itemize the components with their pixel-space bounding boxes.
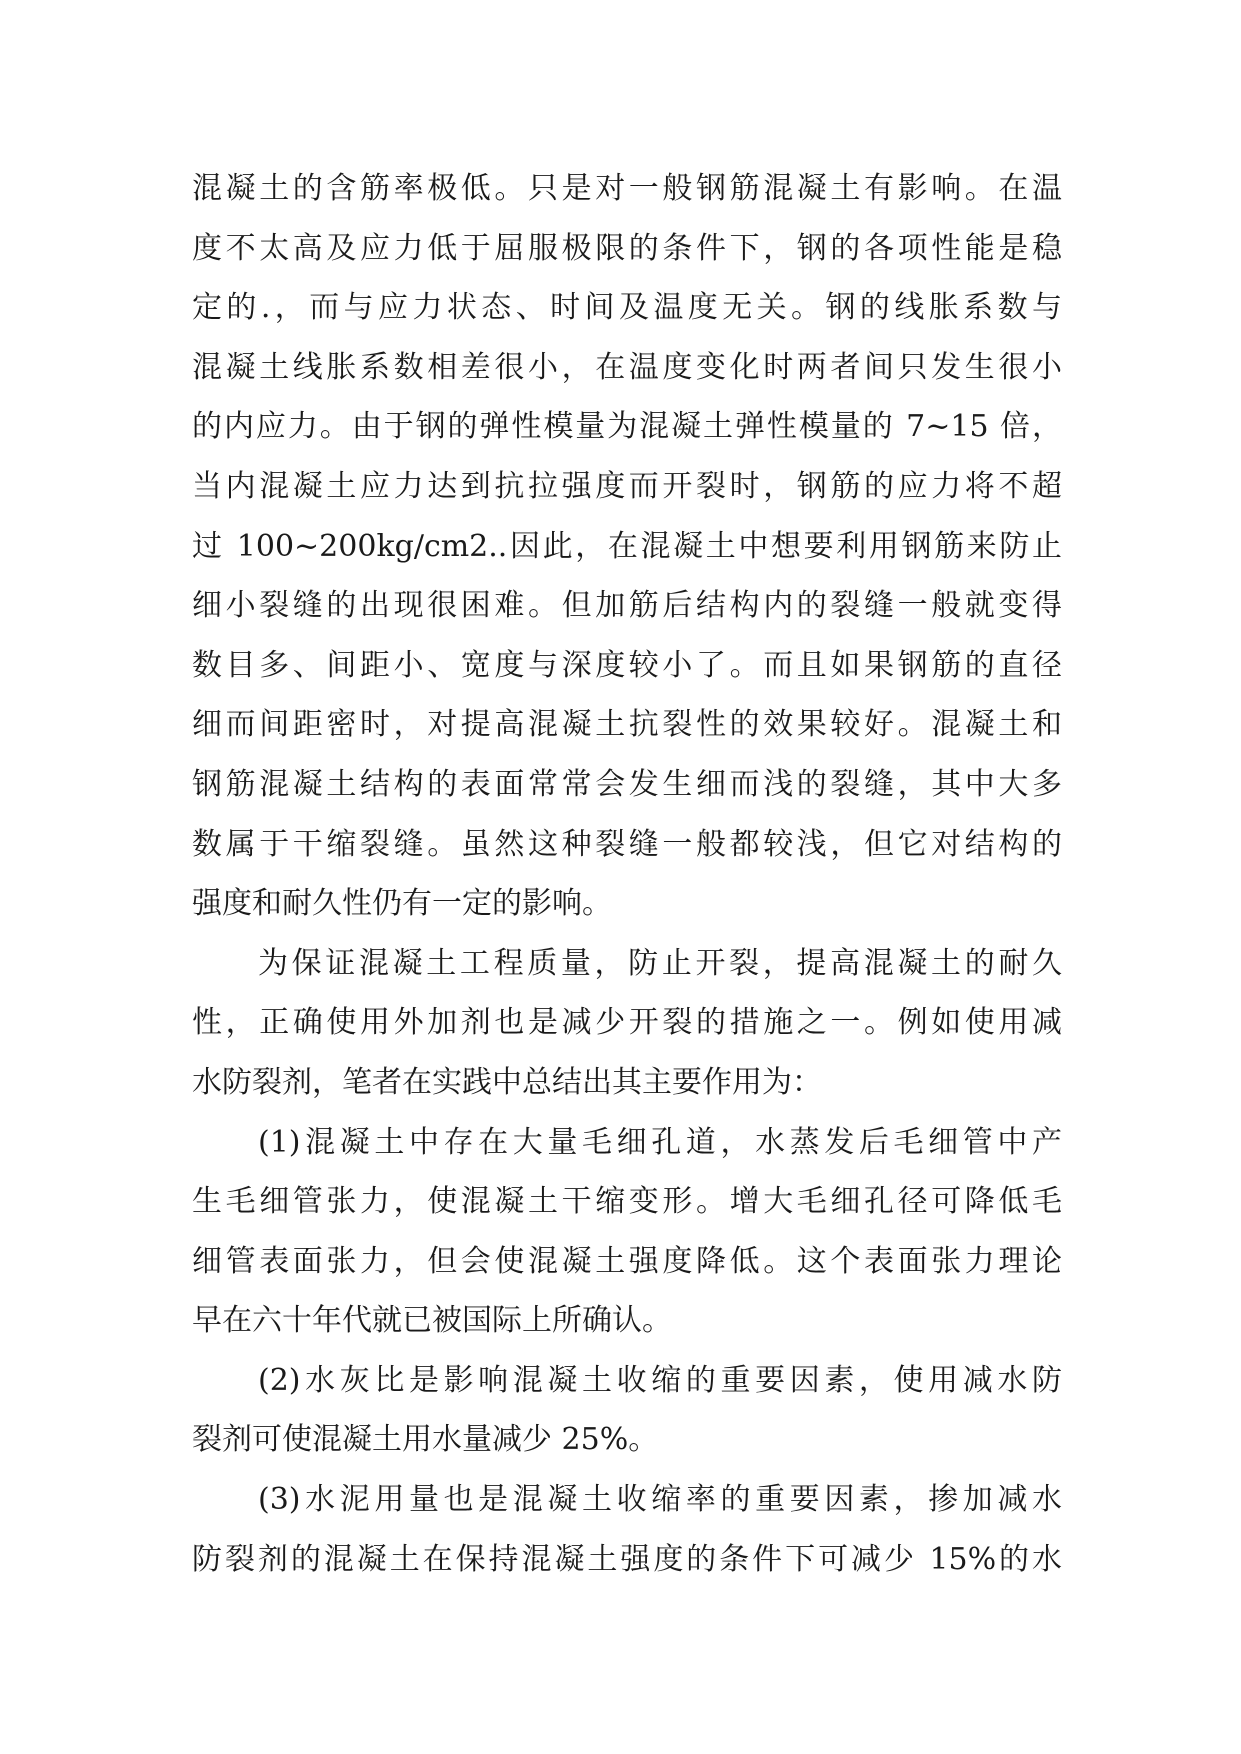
paragraph	[192, 159, 1062, 934]
paragraph	[192, 1113, 1062, 1351]
text-line: 当内混凝土应力达到抗拉强度而开裂时，钢筋的应力将不超	[192, 468, 1062, 504]
text-line: 过 100~200kg/cm2..因此，在混凝土中想要利用钢筋来防止	[192, 528, 1062, 564]
text-line: 钢筋混凝土结构的表面常常会发生细而浅的裂缝，其中大多	[192, 766, 1062, 802]
paragraph	[192, 934, 1062, 1113]
text-line: 混凝土的含筋率极低。只是对一般钢筋混凝土有影响。在温	[192, 171, 1062, 206]
text-line: 细而间距密时，对提高混凝土抗裂性的效果较好。混凝土和	[192, 707, 1062, 743]
body-text	[192, 159, 1062, 1589]
text-line: 生毛细管张力，使混凝土干缩变形。增大毛细孔径可降低毛	[192, 1184, 1062, 1220]
text-line: 强度和耐久性仍有一定的影响。	[192, 886, 612, 922]
text-line: 水防裂剂，笔者在实践中总结出其主要作用为：	[192, 1064, 822, 1100]
text-line: 定的.，而与应力状态、时间及温度无关。钢的线胀系数与	[192, 290, 1062, 326]
text-line: 性，正确使用外加剂也是减少开裂的措施之一。例如使用减	[192, 1005, 1062, 1041]
text-line: 为保证混凝土工程质量，防止开裂，提高混凝土的耐久	[258, 945, 1062, 981]
text-line: (2)水灰比是影响混凝土收缩的重要因素，使用减水防	[258, 1362, 1062, 1398]
text-line: 细管表面张力，但会使混凝土强度降低。这个表面张力理论	[192, 1243, 1062, 1279]
paragraph	[192, 1351, 1062, 1470]
text-line: (1)混凝土中存在大量毛细孔道，水蒸发后毛细管中产	[258, 1124, 1062, 1160]
text-line: 数属于干缩裂缝。虽然这种裂缝一般都较浅，但它对结构的	[192, 826, 1062, 862]
text-line: 的内应力。由于钢的弹性模量为混凝土弹性模量的 7~15 倍，	[192, 409, 1062, 445]
text-line: 数目多、间距小、宽度与深度较小了。而且如果钢筋的直径	[192, 647, 1062, 683]
text-line: 细小裂缝的出现很困难。但加筋后结构内的裂缝一般就变得	[192, 588, 1062, 624]
paragraph	[192, 1470, 1062, 1589]
text-line: (3)水泥用量也是混凝土收缩率的重要因素，掺加减水	[258, 1482, 1062, 1518]
text-line: 防裂剂的混凝土在保持混凝土强度的条件下可减少 15%的水	[192, 1541, 1062, 1577]
text-line: 度不太高及应力低于屈服极限的条件下，钢的各项性能是稳	[192, 230, 1062, 266]
text-line: 混凝土线胀系数相差很小，在温度变化时两者间只发生很小	[192, 349, 1062, 385]
text-line: 裂剂可使混凝土用水量减少 25%。	[192, 1422, 659, 1458]
text-line: 早在六十年代就已被国际上所确认。	[192, 1303, 672, 1339]
